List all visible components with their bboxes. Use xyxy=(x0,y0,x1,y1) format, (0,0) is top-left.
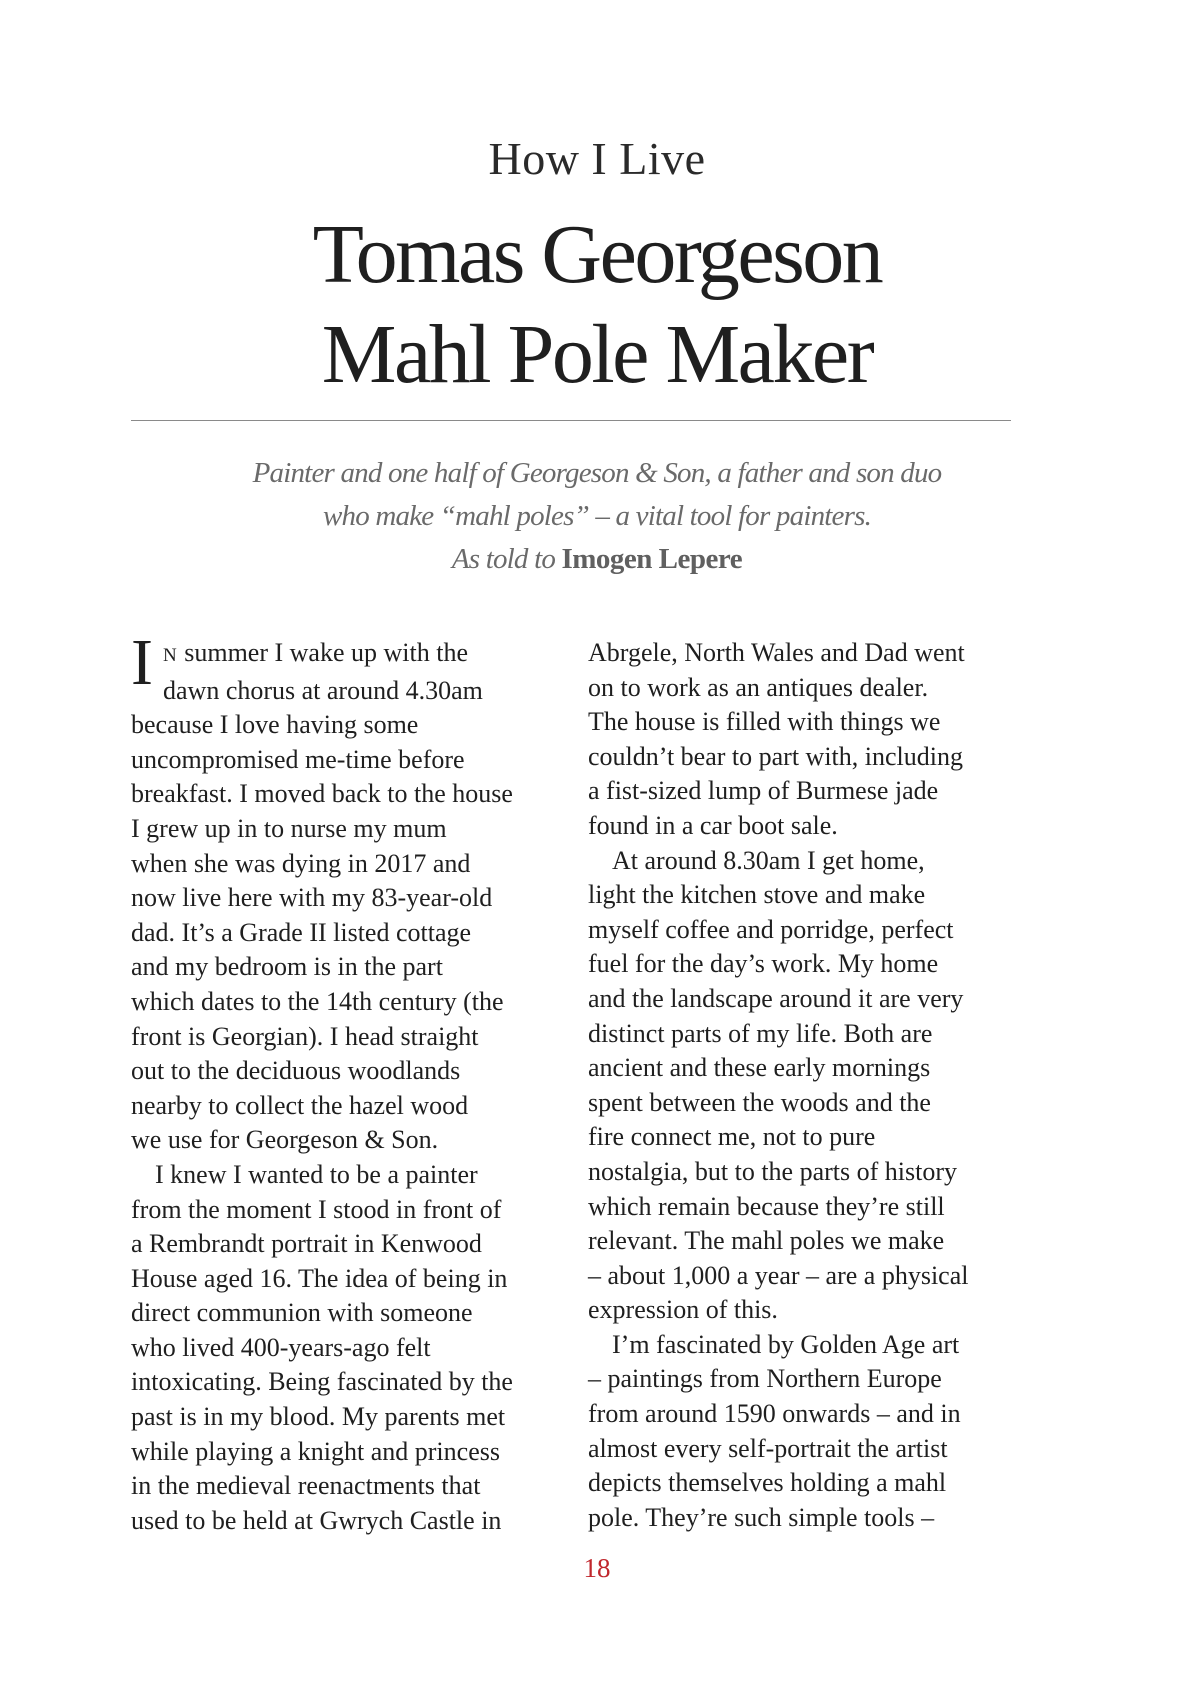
body-line: and the landscape around it are very xyxy=(588,983,964,1013)
body-line: depicts themselves holding a mahl xyxy=(588,1468,947,1498)
body-column-left xyxy=(131,626,556,1538)
body-line: past is in my blood. My parents met xyxy=(131,1402,506,1432)
body-line: a Rembrandt portrait in Kenwood xyxy=(131,1229,482,1259)
section-kicker: How I Live xyxy=(488,133,706,184)
body-line: found in a car boot sale. xyxy=(588,810,838,840)
standfirst xyxy=(0,452,1194,581)
body-line: from the moment I stood in front of xyxy=(131,1194,502,1224)
body-line: couldn’t bear to part with, including xyxy=(588,741,963,771)
article-title xyxy=(0,205,1194,405)
body-line: front is Georgian). I head straight xyxy=(131,1021,479,1051)
standfirst-line-2: who make “mahl poles” – a vital tool for painters. xyxy=(322,500,872,532)
body-line: – about 1,000 a year – are a physical xyxy=(588,1260,969,1290)
body-line: while playing a knight and princess xyxy=(131,1436,500,1466)
title-line-2: Mahl Pole Maker xyxy=(321,308,873,401)
body-line: spent between the woods and the xyxy=(588,1087,931,1117)
body-line: House aged 16. The idea of being in xyxy=(131,1263,508,1293)
body-line: which remain because they’re still xyxy=(588,1191,945,1221)
body-line: from around 1590 onwards – and in xyxy=(588,1399,961,1429)
page-number: 18 xyxy=(583,1553,611,1583)
body-line: and my bedroom is in the part xyxy=(131,952,443,982)
body-line: out to the deciduous woodlands xyxy=(131,1056,461,1086)
body-line: a fist-sized lump of Burmese jade xyxy=(588,776,939,806)
body-line: uncompromised me-time before xyxy=(131,744,465,774)
body-line: fire connect me, not to pure xyxy=(588,1122,876,1152)
body-line: dad. It’s a Grade II listed cottage xyxy=(131,917,472,947)
body-line: when she was dying in 2017 and xyxy=(131,848,471,878)
body-line: I knew I wanted to be a painter xyxy=(155,1159,478,1189)
title-divider xyxy=(131,420,1011,421)
body-line: N summer I wake up with the xyxy=(163,638,468,667)
byline-prefix: As told to xyxy=(451,543,556,575)
body-line: breakfast. I moved back to the house xyxy=(131,779,513,809)
drop-cap: I xyxy=(131,626,153,699)
body-line: – paintings from Northern Europe xyxy=(588,1364,942,1394)
body-line: which dates to the 14th century (the xyxy=(131,986,504,1016)
body-line: relevant. The mahl poles we make xyxy=(588,1226,945,1256)
body-line: light the kitchen stove and make xyxy=(588,880,926,910)
body-line: At around 8.30am I get home, xyxy=(612,845,925,875)
standfirst-byline xyxy=(0,538,1194,581)
body-column-right xyxy=(588,636,1013,1535)
body-line: direct communion with someone xyxy=(131,1298,473,1328)
opening-paragraph xyxy=(131,626,556,708)
body-line: almost every self-portrait the artist xyxy=(588,1433,948,1463)
body-line: ancient and these early mornings xyxy=(588,1053,931,1083)
body-line: myself coffee and porridge, perfect xyxy=(588,914,954,944)
body-line: I’m fascinated by Golden Age art xyxy=(612,1329,960,1359)
small-caps-word: N xyxy=(163,645,178,666)
body-line: pole. They’re such simple tools – xyxy=(588,1502,935,1532)
body-line: expression of this. xyxy=(588,1295,778,1325)
body-line: in the medieval reenactments that xyxy=(131,1471,481,1501)
body-line: because I love having some xyxy=(131,710,419,740)
title-line-1: Tomas Georgeson xyxy=(312,208,882,301)
body-line: fuel for the day’s work. My home xyxy=(588,949,939,979)
body-line: distinct parts of my life. Both are xyxy=(588,1018,933,1048)
body-line: we use for Georgeson & Son. xyxy=(131,1125,439,1155)
body-line: now live here with my 83-year-old xyxy=(131,883,493,913)
body-line: dawn chorus at around 4.30am xyxy=(163,675,483,705)
body-line: used to be held at Gwrych Castle in xyxy=(131,1505,502,1535)
body-line: I grew up in to nurse my mum xyxy=(131,813,447,843)
body-line: nearby to collect the hazel wood xyxy=(131,1090,469,1120)
body-line: who lived 400-years-ago felt xyxy=(131,1332,431,1362)
body-line: Abrgele, North Wales and Dad went xyxy=(588,638,965,667)
body-line: nostalgia, but to the parts of history xyxy=(588,1156,958,1186)
body-line: The house is filled with things we xyxy=(588,707,941,737)
byline-author: Imogen Lepere xyxy=(561,543,743,575)
standfirst-line-1: Painter and one half of Georgeson & Son, a father and son duo xyxy=(252,457,942,489)
body-line: intoxicating. Being fascinated by the xyxy=(131,1367,513,1397)
body-line: on to work as an antiques dealer. xyxy=(588,672,929,702)
